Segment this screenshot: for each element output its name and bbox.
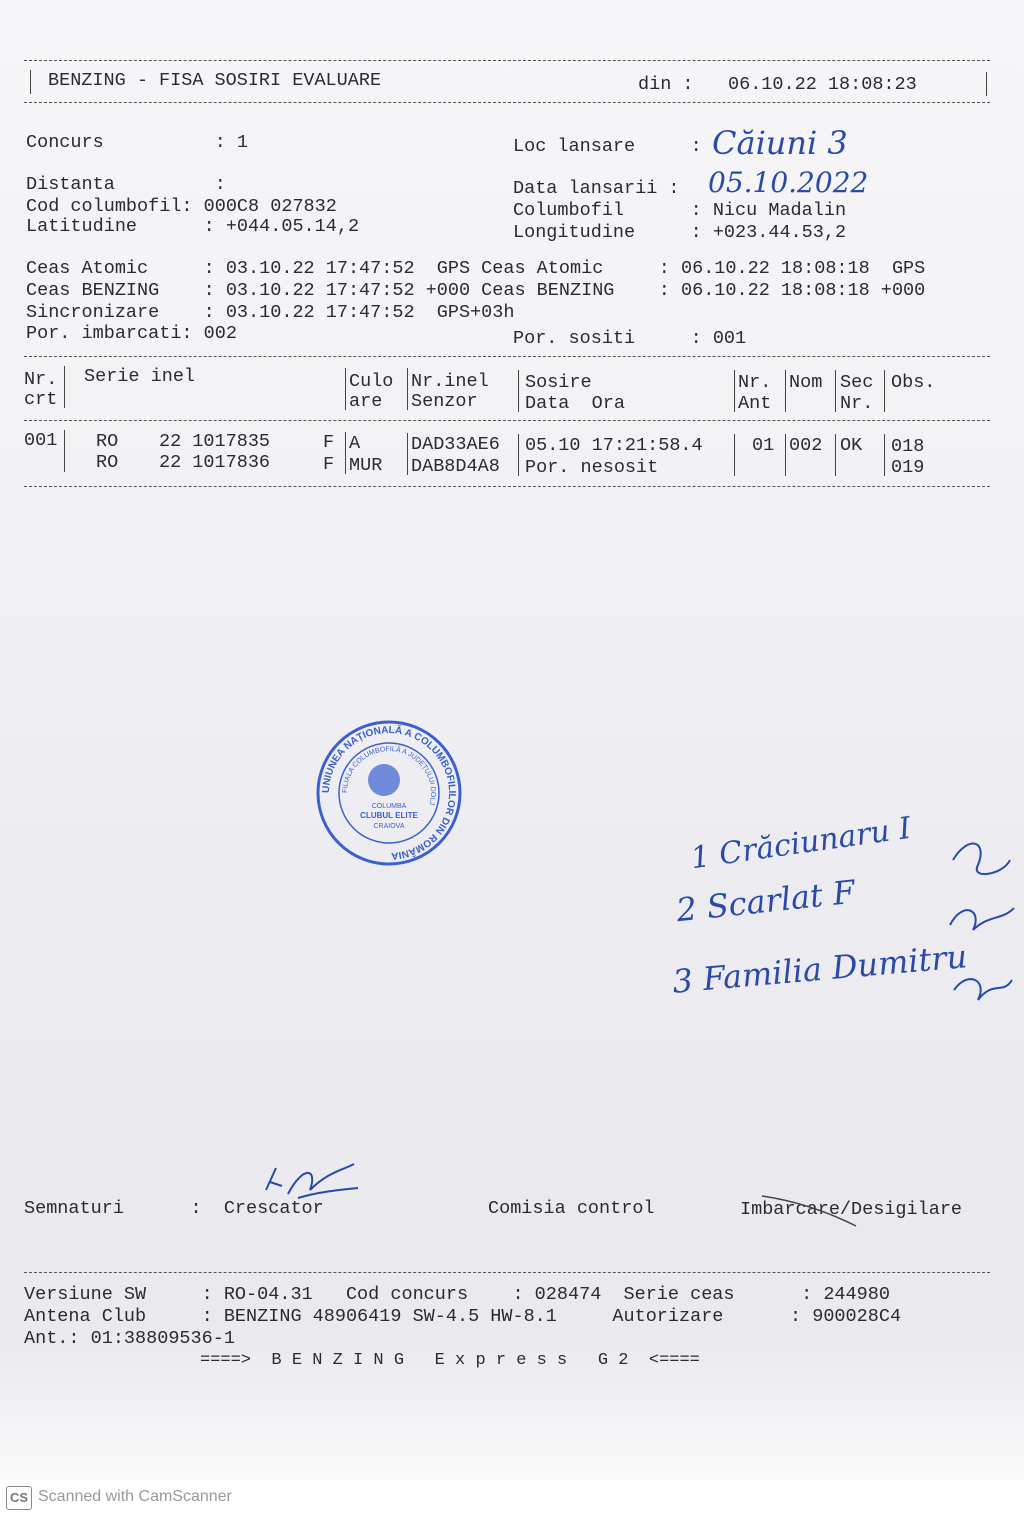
cell-culoare: MUR bbox=[349, 455, 383, 476]
stamp-center-1: COLUMBA bbox=[371, 803, 407, 810]
col-nr-ant-2: Ant bbox=[738, 393, 772, 414]
column-divider bbox=[835, 370, 836, 412]
col-sosire: Sosire bbox=[525, 372, 592, 393]
col-sec-1: Sec bbox=[840, 372, 874, 393]
imbarcare-desigilare: Imbarcare/Desigilare bbox=[740, 1199, 963, 1220]
data-lansarii-handwritten: 05.10.2022 bbox=[708, 166, 869, 199]
column-divider bbox=[734, 370, 735, 412]
column-divider bbox=[884, 370, 885, 412]
cell-sex: F bbox=[323, 432, 335, 453]
cod-columbofil-field: Cod columbofil: 000C8 027832 bbox=[26, 196, 337, 217]
column-divider bbox=[64, 430, 65, 472]
divider bbox=[24, 356, 990, 357]
column-divider bbox=[835, 434, 836, 476]
column-divider bbox=[518, 434, 519, 476]
benzing-banner: ====> B E N Z I N G E x p r e s s G 2 <==== bbox=[200, 1351, 700, 1370]
comisia-control: Comisia control bbox=[488, 1198, 655, 1219]
date-label: din : bbox=[638, 74, 694, 95]
cell-ro: RO bbox=[96, 431, 119, 452]
column-divider bbox=[345, 368, 346, 410]
column-divider bbox=[518, 370, 519, 412]
porumbei-sositi: Por. sositi : 001 bbox=[513, 328, 747, 349]
scanner-footer bbox=[0, 1480, 1024, 1516]
club-stamp bbox=[314, 718, 464, 868]
divider bbox=[986, 72, 987, 96]
report-date: 06.10.22 18:08:23 bbox=[728, 74, 917, 95]
columbofil-field: Columbofil : Nicu Madalin bbox=[513, 200, 847, 221]
col-data-ora: Data Ora bbox=[525, 393, 625, 414]
version-line-3: Ant.: 01:38809536-1 bbox=[24, 1328, 235, 1349]
column-divider bbox=[407, 368, 408, 410]
distanta-field: Distanta : bbox=[26, 174, 226, 195]
divider bbox=[24, 486, 990, 487]
ceas-benzing-line: Ceas BENZING : 03.10.22 17:47:52 +000 Ceas BENZING : 06.10.22 18:08:18 +000 bbox=[26, 280, 926, 301]
stamp-inner-text: FILIALA COLUMBOFILĂ A JUDEȚULUI DOLJ bbox=[341, 745, 437, 806]
column-divider bbox=[64, 366, 65, 408]
col-nr-ant-1: Nr. bbox=[738, 372, 772, 393]
stamp-center-2: CLUBUL ELITE bbox=[360, 811, 418, 820]
cell-ro: RO bbox=[96, 452, 119, 473]
col-culoare-2: are bbox=[349, 391, 383, 412]
loc-lansare-label: Loc lansare : bbox=[513, 136, 702, 157]
divider bbox=[24, 102, 990, 103]
cell-sosire: 05.10 17:21:58.4 bbox=[525, 435, 703, 456]
col-nom: Nom bbox=[789, 372, 823, 393]
col-nr-inel: Nr.inel bbox=[411, 371, 489, 392]
column-divider bbox=[785, 434, 786, 476]
porumbei-imbarcati: Por. imbarcati: 002 bbox=[26, 323, 237, 344]
camscanner-logo-icon: CS bbox=[6, 1486, 32, 1510]
version-line-1: Versiune SW : RO-04.31 Cod concurs : 028474 Serie ceas : 244980 bbox=[24, 1284, 890, 1305]
col-senzor: Senzor bbox=[411, 391, 478, 412]
col-obs: Obs. bbox=[891, 372, 936, 393]
latitudine-field: Latitudine : +044.05.14,2 bbox=[26, 216, 360, 237]
cell-senzor: DAB8D4A8 bbox=[411, 456, 500, 477]
sincronizare-line: Sincronizare : 03.10.22 17:47:52 GPS+03h bbox=[26, 302, 515, 323]
divider bbox=[24, 1272, 990, 1273]
cell-sosire: Por. nesosit bbox=[525, 457, 659, 478]
col-nr: Nr. bbox=[24, 369, 58, 390]
cell-obs: 018 bbox=[891, 436, 925, 457]
handwritten-list-3: 3 Familia Dumitru bbox=[670, 937, 969, 1001]
cell-serie: 22 1017836 bbox=[159, 452, 271, 473]
loc-lansare-handwritten: Căiuni 3 bbox=[712, 124, 848, 162]
handwritten-list-1: 1 Crăciunaru I bbox=[688, 810, 914, 877]
cell-crt: 001 bbox=[24, 430, 58, 451]
col-culoare-1: Culo bbox=[349, 371, 394, 392]
column-divider bbox=[884, 434, 885, 476]
scanner-watermark: Scanned with CamScanner bbox=[38, 1488, 232, 1505]
stamp-center-3: CRAIOVA bbox=[373, 823, 405, 830]
pigeon-emblem-icon bbox=[368, 764, 400, 796]
cell-sex: F bbox=[323, 454, 335, 475]
divider bbox=[24, 60, 990, 61]
cell-sec: OK bbox=[840, 435, 863, 456]
column-divider bbox=[407, 433, 408, 475]
cell-ant: 01 bbox=[752, 435, 775, 456]
data-lansarii-label: Data lansarii : bbox=[513, 178, 680, 199]
cell-obs: 019 bbox=[891, 457, 925, 478]
column-divider bbox=[345, 432, 346, 474]
signatures-label: Semnaturi : Crescator bbox=[24, 1198, 324, 1219]
strikethrough-scribble bbox=[760, 1186, 860, 1230]
divider bbox=[30, 70, 31, 94]
cell-culoare: A bbox=[349, 433, 361, 454]
divider bbox=[24, 420, 990, 421]
col-sec-2: Nr. bbox=[840, 393, 874, 414]
column-divider bbox=[734, 434, 735, 476]
concurs-field: Concurs : 1 bbox=[26, 132, 249, 153]
stamp-outer-text: UNIUNEA NAȚIONALĂ A COLUMBOFILILOR DIN ROMÂNIA bbox=[320, 724, 458, 862]
version-line-2: Antena Club : BENZING 48906419 SW-4.5 HW-8.1 Autorizare : 900028C4 bbox=[24, 1306, 902, 1327]
report-title: BENZING - FISA SOSIRI EVALUARE bbox=[48, 70, 382, 91]
col-crt: crt bbox=[24, 389, 58, 410]
longitudine-field: Longitudine : +023.44.53,2 bbox=[513, 222, 847, 243]
handwritten-list-2: 2 Scarlat F bbox=[674, 872, 857, 930]
cell-nom: 002 bbox=[789, 435, 823, 456]
cell-serie: 22 1017835 bbox=[159, 431, 271, 452]
col-serie-inel: Serie inel bbox=[84, 366, 196, 387]
initials-scribbles bbox=[948, 830, 1018, 1020]
ceas-atomic-line: Ceas Atomic : 03.10.22 17:47:52 GPS Ceas Atomic : 06.10.22 18:08:18 GPS bbox=[26, 258, 926, 279]
cell-senzor: DAD33AE6 bbox=[411, 434, 500, 455]
column-divider bbox=[785, 370, 786, 412]
